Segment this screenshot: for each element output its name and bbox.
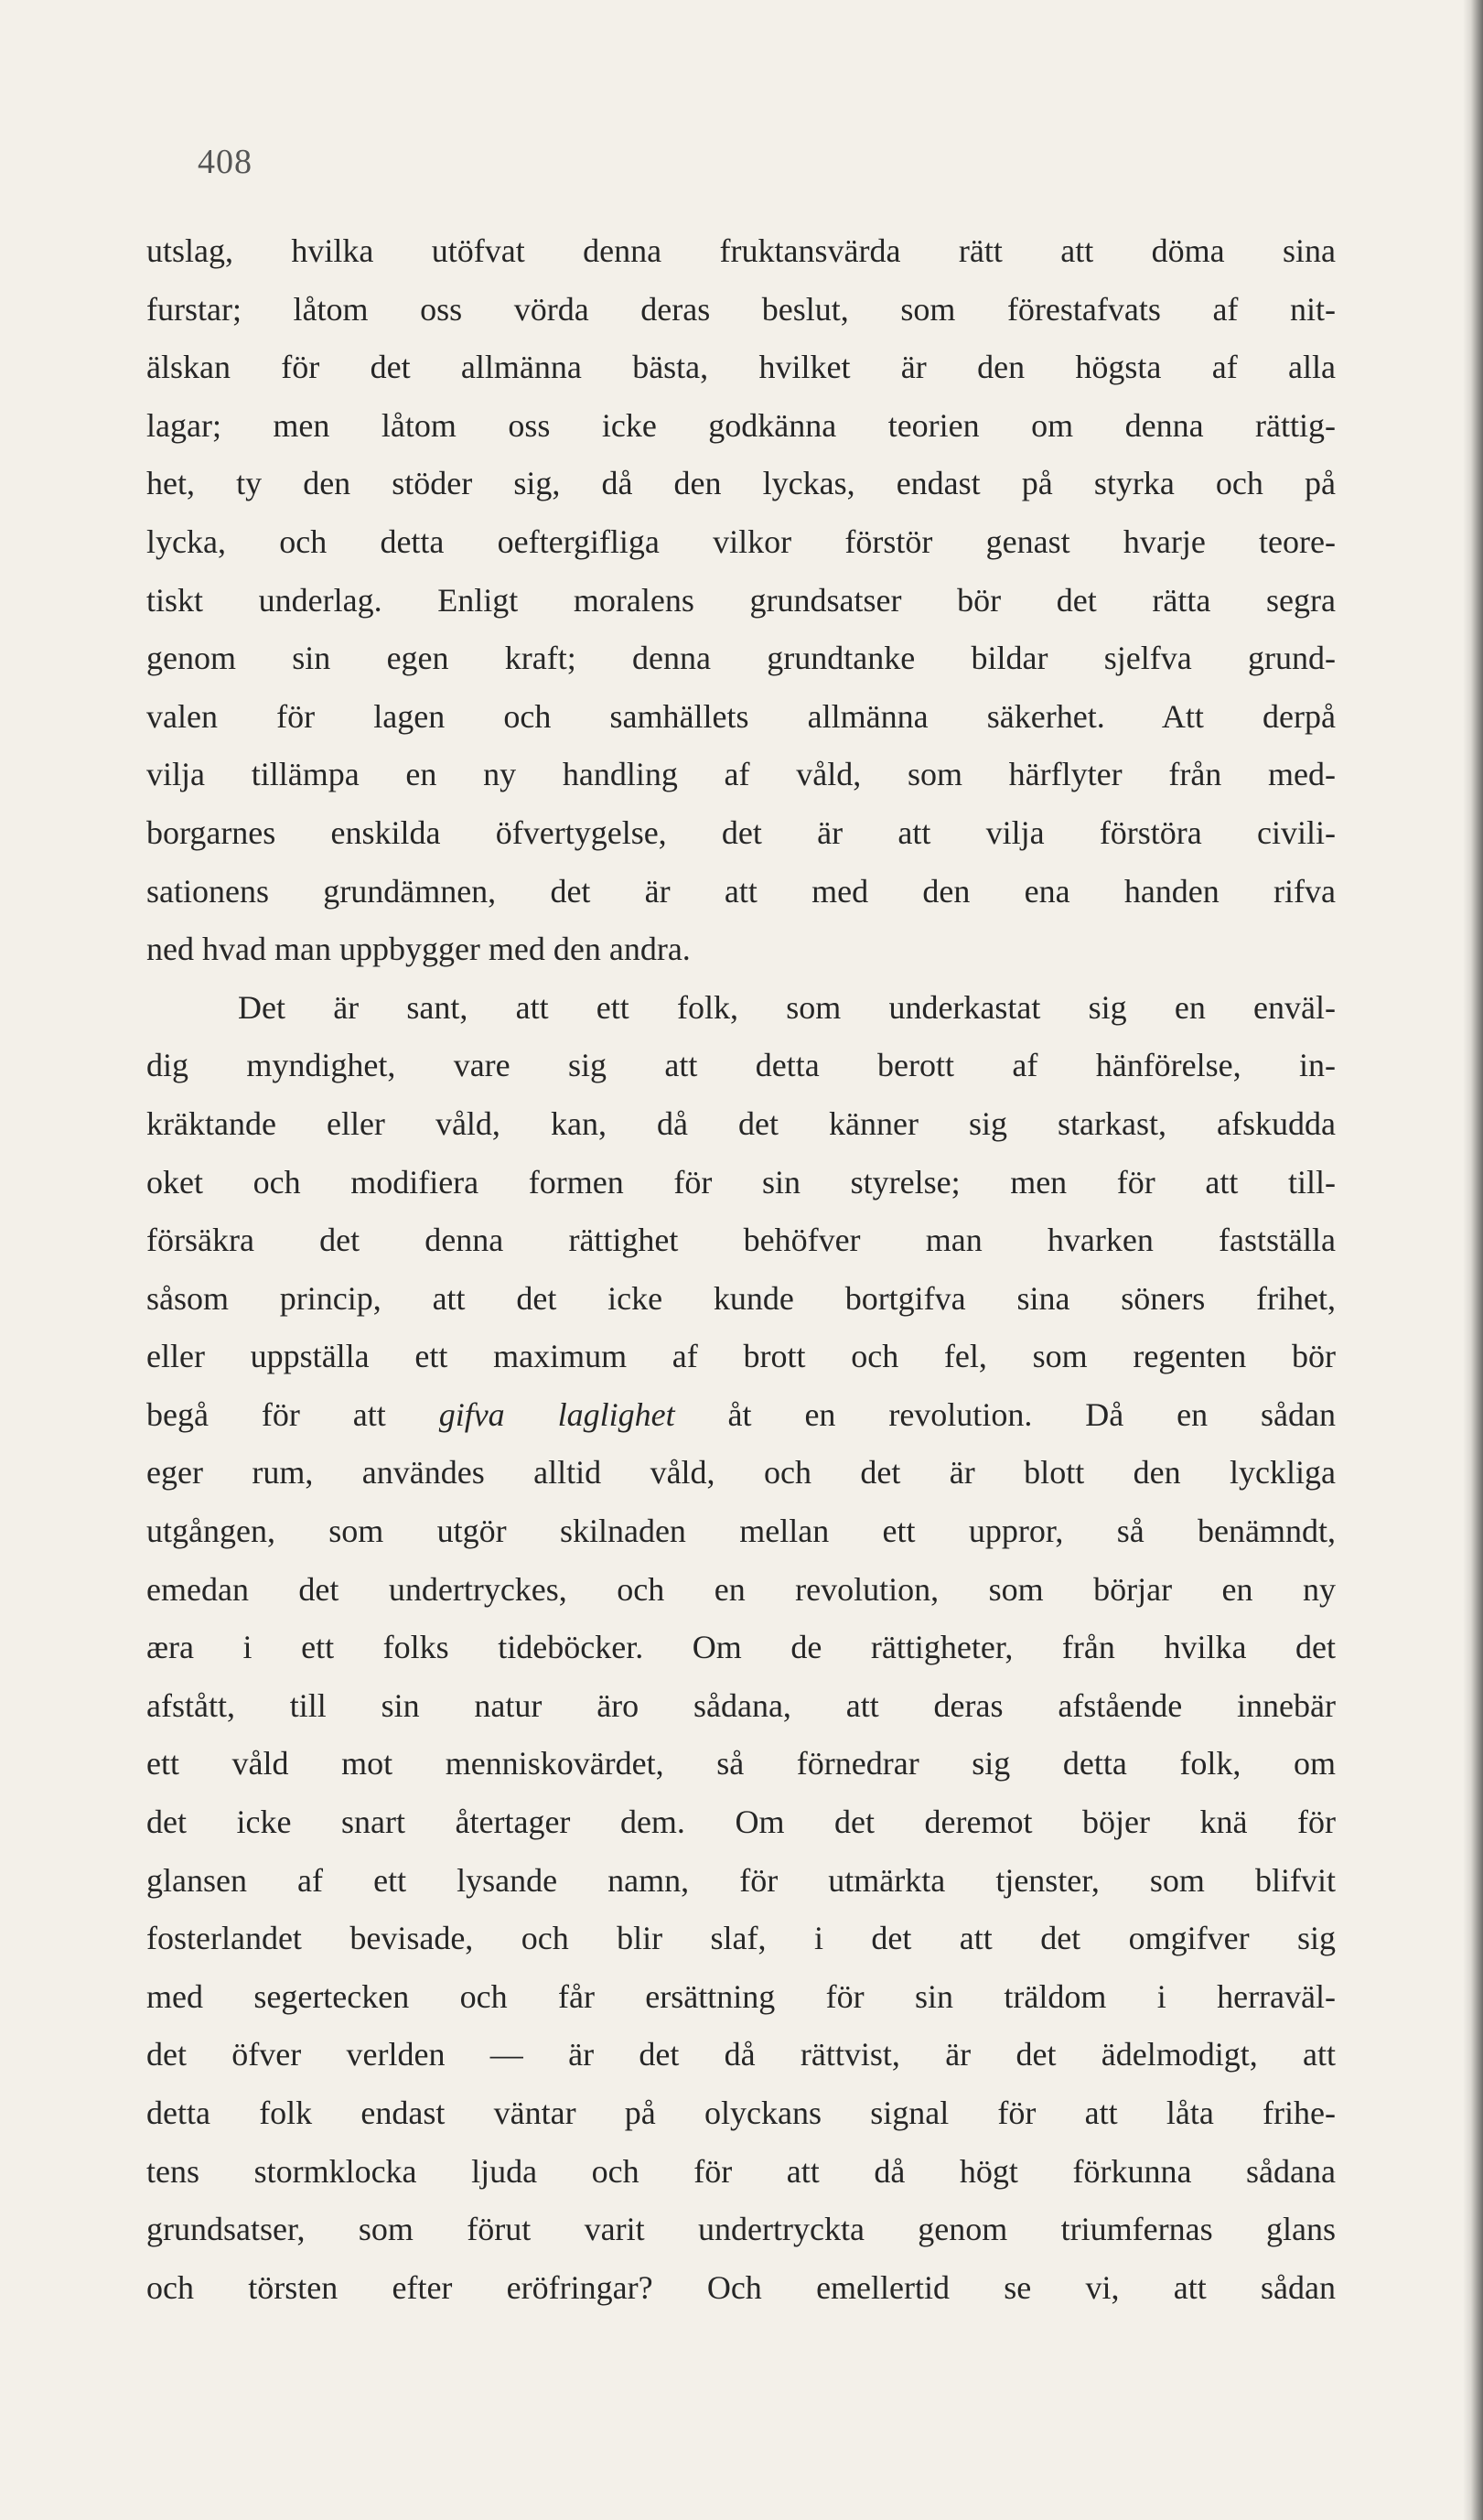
text-line: utslag, hvilka utöfvat denna fruktansvärda rätt att döma sina: [146, 232, 1336, 269]
text-line: med segertecken och får ersättning för sin träldom i herraväl-: [146, 1977, 1336, 2015]
text-line: æra i ett folks tideböcker. Om de rättigheter, från hvilka det: [146, 1629, 1336, 1666]
body-text: [146, 222, 1336, 2317]
text-line: eller uppställa ett maximum af brott och fel, som regenten bör: [146, 1338, 1336, 1375]
text-line: genom sin egen kraft; denna grundtanke bildar sjelfva grund-: [146, 640, 1336, 677]
text-line: och törsten efter eröfringar? Och emellertid se vi, att sådan: [146, 2268, 1336, 2306]
text-line: grundsatser, som förut varit undertryckta genom triumfernas glans: [146, 2211, 1336, 2248]
text-line: såsom princip, att det icke kunde bortgifva sina söners frihet,: [146, 1279, 1336, 1317]
text-line: tiskt underlag. Enligt moralens grundsatser bör det rätta segra: [146, 581, 1336, 619]
page-number: 408: [198, 143, 253, 181]
text-line: afstått, till sin natur äro sådana, att deras afstående innebär: [146, 1686, 1336, 1724]
text-line: kräktande eller våld, kan, då det känner sig starkast, afskudda: [146, 1104, 1336, 1142]
paragraph-start-line: Det är sant, att ett folk, som underkastat sig en enväl-: [238, 988, 1336, 1026]
text-line: detta folk endast väntar på olyckans signal för att låta frihe-: [146, 2095, 1336, 2131]
text-line: sationens grundämnen, det är att med den ena handen rifva: [146, 872, 1336, 910]
text-line: borgarnes enskilda öfvertygelse, det är att vilja förstöra civili-: [146, 813, 1336, 851]
text-line: glansen af ett lysande namn, för utmärkta tjenster, som blifvit: [146, 1861, 1336, 1899]
text-line: det icke snart återtager dem. Om det deremot böjer knä för: [146, 1804, 1336, 1841]
text-line: fosterlandet bevisade, och blir slaf, i det att det omgifver sig: [146, 1920, 1336, 1957]
text-line: dig myndighet, vare sig att detta berott af hänförelse, in-: [146, 1047, 1336, 1084]
text-line: utgången, som utgör skilnaden mellan ett uppror, så benämndt,: [146, 1513, 1336, 1550]
text-line: valen för lagen och samhällets allmänna säkerhet. Att derpå: [146, 697, 1336, 735]
text-line: oket och modifiera formen för sin styrelse; men för att till-: [146, 1163, 1336, 1201]
text-line: het, ty den stöder sig, då den lyckas, endast på styrka och på: [146, 465, 1336, 502]
text-line: vilja tillämpa en ny handling af våld, som härflyter från med-: [146, 756, 1336, 793]
text-span: begå för att: [146, 1395, 439, 1433]
text-line: lycka, och detta oeftergifliga vilkor förstör genast hvarje teore-: [146, 522, 1336, 560]
page-edge-shadow: [1463, 0, 1483, 2520]
text-line: älskan för det allmänna bästa, hvilket är den högsta af alla: [146, 349, 1336, 386]
text-line: ett våld mot menniskovärdet, så förnedrar sig detta folk, om: [146, 1745, 1336, 1782]
text-line: lagar; men låtom oss icke godkänna teorien om denna rättig-: [146, 406, 1336, 444]
text-line-with-italic: [146, 1386, 1336, 1445]
text-span: åt en revolution. Då en sådan: [674, 1395, 1337, 1433]
italic-phrase: gifva laglighet: [438, 1395, 675, 1433]
text-line: försäkra det denna rättighet behöfver man hvarken fastställa: [146, 1222, 1336, 1259]
paragraph-end-line: ned hvad man uppbygger med den andra.: [146, 931, 691, 968]
text-line: tens stormklocka ljuda och för att då högt förkunna sådana: [146, 2152, 1336, 2190]
text-line: det öfver verlden — är det då rättvist, är det ädelmodigt, att: [146, 2036, 1336, 2073]
text-line: emedan det undertryckes, och en revolution, som börjar en ny: [146, 1570, 1336, 1608]
text-line: furstar; låtom oss vörda deras beslut, som förestafvats af nit-: [146, 290, 1336, 328]
text-line: eger rum, användes alltid våld, och det är blott den lyckliga: [146, 1454, 1336, 1492]
